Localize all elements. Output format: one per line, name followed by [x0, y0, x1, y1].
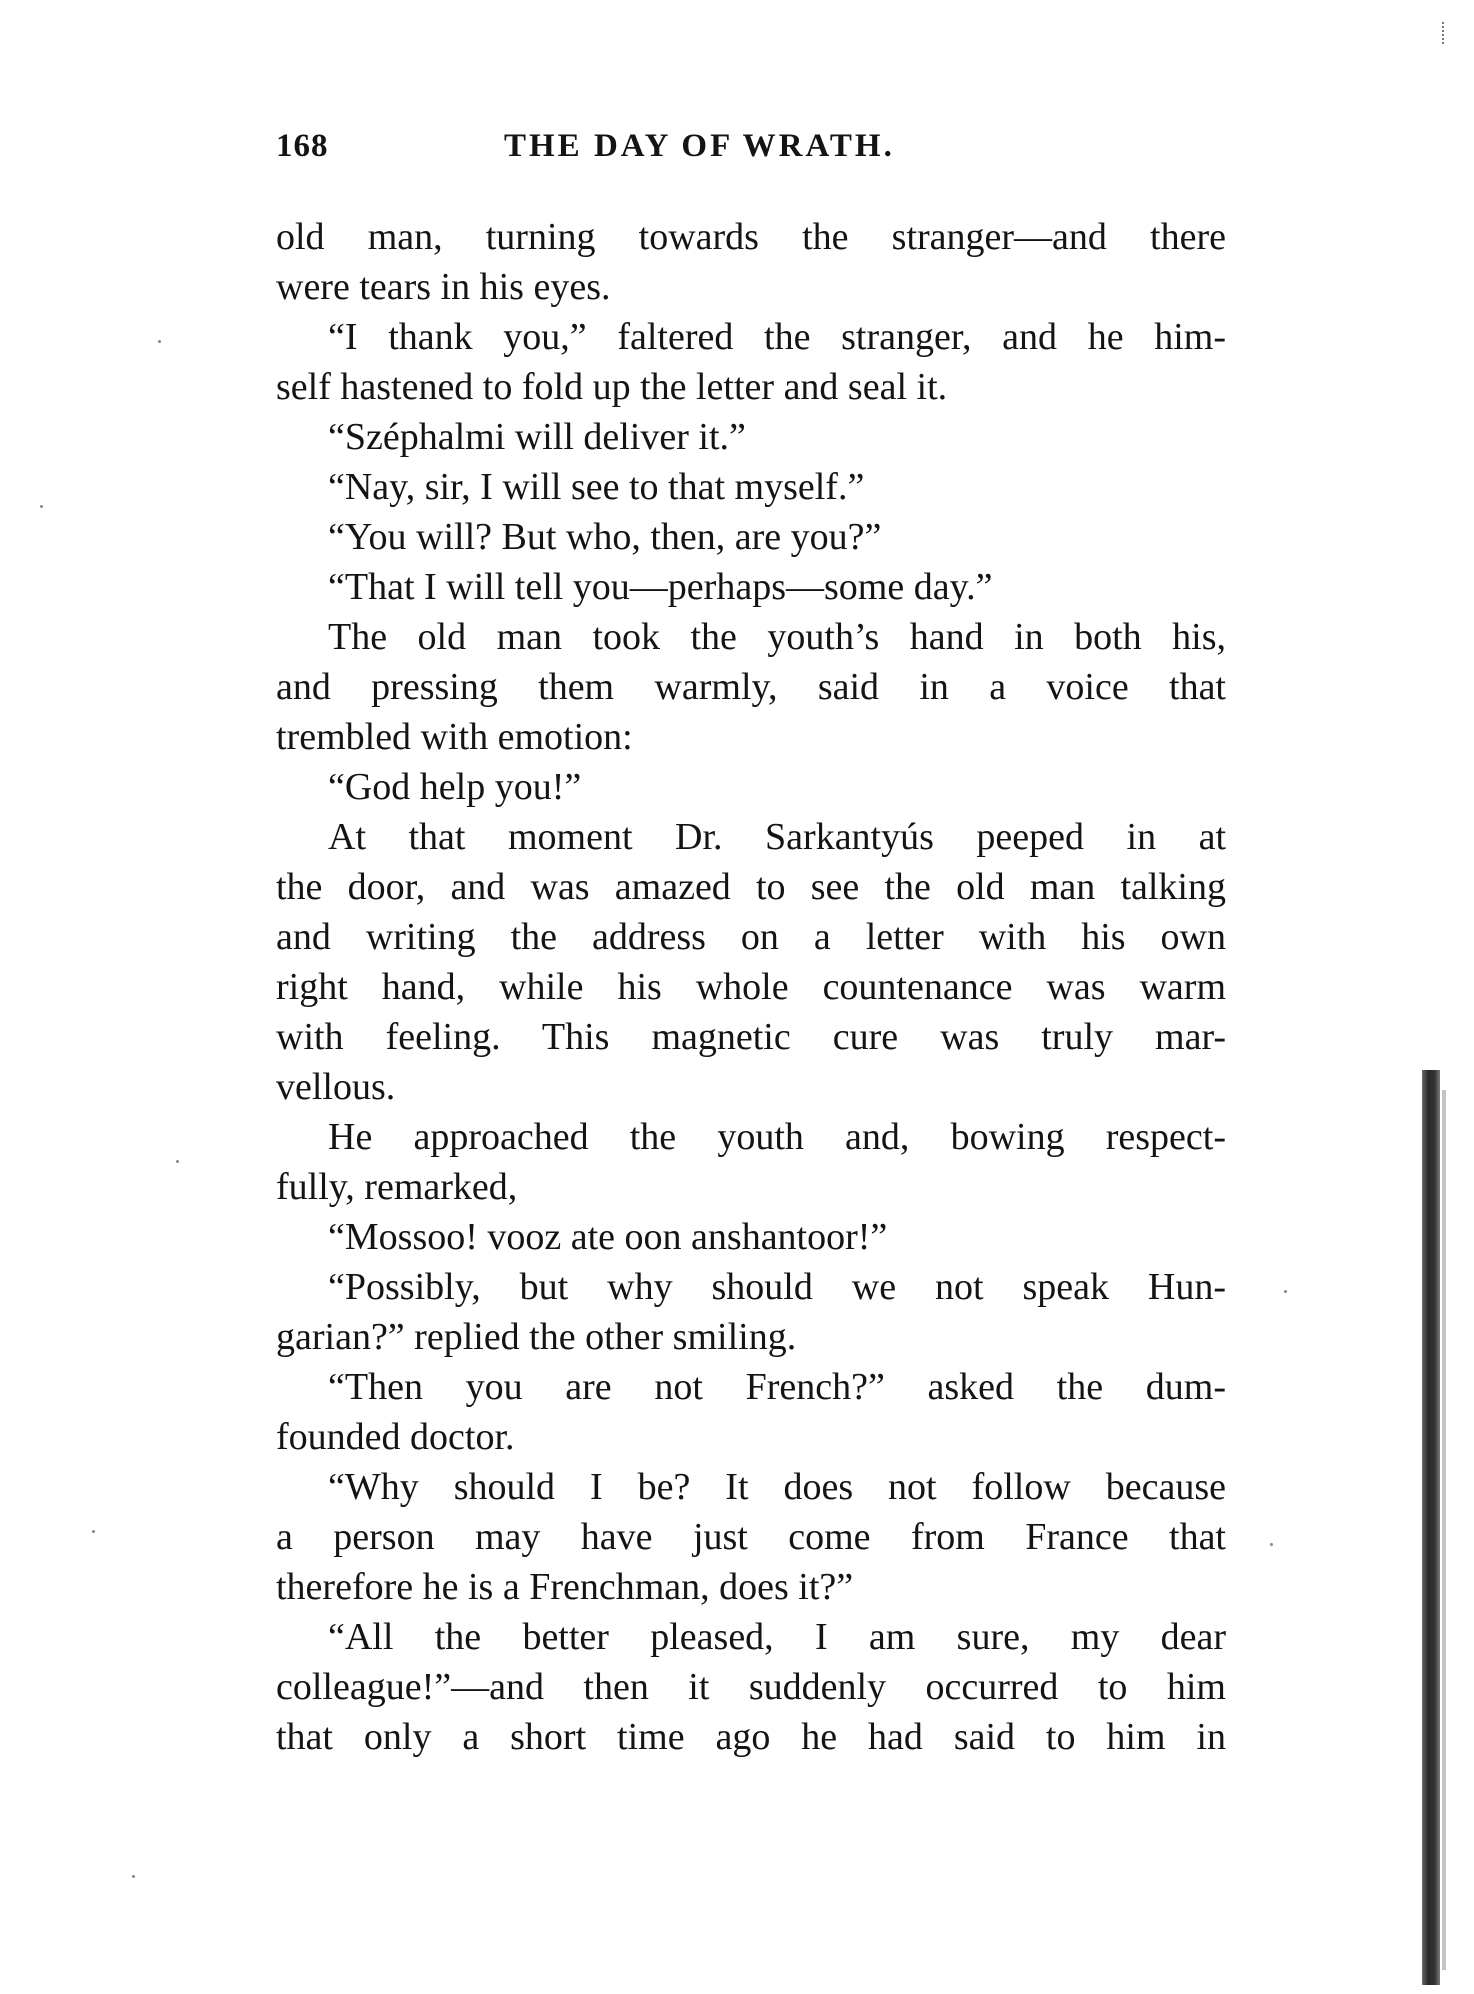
text-line: that only a short time ago he had said to him in	[276, 1716, 1226, 1758]
text-line: trembled with emotion:	[276, 716, 633, 758]
text-line: “God help you!”	[328, 766, 582, 808]
text-line: “Széphalmi will deliver it.”	[328, 416, 746, 458]
scan-margin-mark	[1442, 22, 1452, 44]
scan-speck	[1270, 1543, 1273, 1546]
text-line: At that moment Dr. Sarkantyús peeped in at	[328, 816, 1226, 858]
page-number: 168	[276, 128, 329, 164]
scan-speck	[92, 1530, 95, 1533]
text-line: “Why should I be? It does not follow because	[328, 1466, 1226, 1508]
text-line: the door, and was amazed to see the old man talking	[276, 866, 1226, 908]
scan-speck	[158, 340, 161, 343]
text-line: founded doctor.	[276, 1416, 515, 1458]
text-line: fully, remarked,	[276, 1166, 518, 1208]
running-title: THE DAY OF WRATH.	[504, 128, 895, 164]
text-line: and pressing them warmly, said in a voice that	[276, 666, 1226, 708]
text-line: “Possibly, but why should we not speak Hun-	[328, 1266, 1226, 1308]
text-line: “You will? But who, then, are you?”	[328, 516, 882, 558]
scan-speck	[176, 1160, 179, 1163]
text-line: with feeling. This magnetic cure was truly mar-	[276, 1016, 1226, 1058]
text-line: old man, turning towards the stranger—and there	[276, 216, 1226, 258]
text-line: therefore he is a Frenchman, does it?”	[276, 1566, 854, 1608]
text-line: colleague!”—and then it suddenly occurred to him	[276, 1666, 1226, 1708]
text-line: “Then you are not French?” asked the dum-	[328, 1366, 1226, 1408]
scan-speck	[1284, 1290, 1287, 1293]
text-line: The old man took the youth’s hand in both his,	[328, 616, 1226, 658]
text-line: “That I will tell you—perhaps—some day.”	[328, 566, 993, 608]
text-line: and writing the address on a letter with his own	[276, 916, 1226, 958]
page-edge-shadow	[1422, 1070, 1440, 1985]
text-line: “I thank you,” faltered the stranger, and he him-	[328, 316, 1226, 358]
text-line: were tears in his eyes.	[276, 266, 611, 308]
body-text	[276, 212, 1226, 1762]
scan-speck	[132, 1875, 135, 1878]
page-header	[276, 128, 1236, 178]
text-line: vellous.	[276, 1066, 396, 1108]
text-line: “All the better pleased, I am sure, my dear	[328, 1616, 1226, 1658]
text-line: self hastened to fold up the letter and seal it.	[276, 366, 948, 408]
text-line: He approached the youth and, bowing respect-	[328, 1116, 1226, 1158]
text-line: right hand, while his whole countenance was warm	[276, 966, 1226, 1008]
text-line: garian?” replied the other smiling.	[276, 1316, 797, 1358]
page-edge-shadow-inner	[1442, 1090, 1446, 1970]
text-line: “Mossoo! vooz ate oon anshantoor!”	[328, 1216, 888, 1258]
scan-speck	[40, 505, 43, 508]
text-line: “Nay, sir, I will see to that myself.”	[328, 466, 865, 508]
text-line: a person may have just come from France that	[276, 1516, 1226, 1558]
